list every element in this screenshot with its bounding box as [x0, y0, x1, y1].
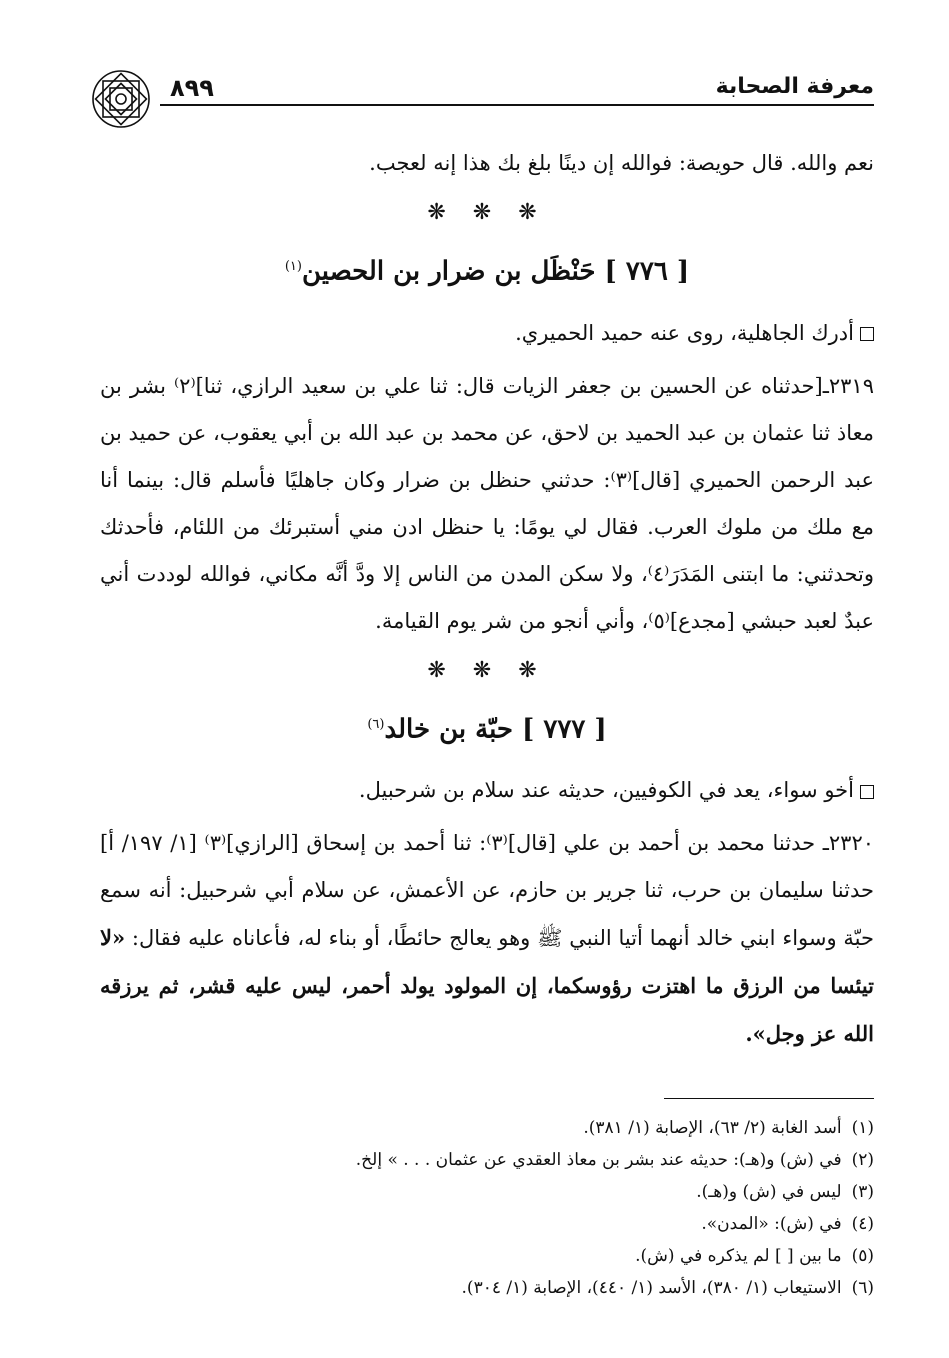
star-ornament-icon [90, 68, 152, 130]
hadith-2320 [100, 820, 874, 1058]
hadith-2320-quote: «لا تيئسا من الرزق ما اهتزت رؤوسكما، إن المولود يولد أحمر، ليس عليه قشر، ثم يرزقه الله عز وجل». [100, 925, 874, 1047]
footnote-4 [100, 1208, 874, 1240]
entry-776-heading [100, 239, 874, 300]
section-separator: ❋ ❋ ❋ [427, 657, 547, 683]
footnote-number: (٤) [851, 1214, 874, 1234]
footnote-list [100, 1112, 874, 1304]
footnote-number: (١) [851, 1118, 874, 1138]
square-marker-icon [860, 327, 874, 341]
footnote-text: الاستيعاب (١/ ٣٨٠)، الأسد (١/ ٤٤٠)، الإصابة (١/ ٣٠٤). [461, 1278, 842, 1298]
footnote-text: ما بين [ ] لم يذكره في (ش). [635, 1246, 842, 1266]
footnote-number: (٦) [851, 1278, 874, 1298]
footnote-text: في (ش) و(هـ): حديثه عند بشر بن معاذ العقدي عن عثمان . . . » إلخ. [355, 1150, 842, 1170]
entry-777-footnote-ref: (٦) [367, 716, 385, 732]
entry-776-title: [ ٧٧٦ ] حَنْظَل بن ضرار بن الحصين [301, 256, 690, 287]
footnote-2 [100, 1144, 874, 1176]
header-rule [160, 104, 874, 106]
entry-776-footnote-ref: (١) [284, 259, 302, 274]
footnote-text: ليس في (ش) و(هـ). [696, 1182, 842, 1202]
entry-777-bio-text: أخو سواء، يعد في الكوفيين، حديثه عند سلام بن شرحبيل. [358, 778, 854, 803]
footnote-6 [100, 1272, 874, 1304]
page-header [100, 70, 874, 110]
footnote-1 [100, 1112, 874, 1144]
hadith-2319: ٢٣١٩ـ[حدثناه عن الحسين بن جعفر الزيات قال: ثنا علي بن سعيد الرازي، ثنا]⁽٢⁾ بشر بن معاذ ثنا عثمان بن عبد الحميد بن لاحق، عن محمد بن عبد الله بن أبي يعقوب، عن حميد بن عبد الرحمن الحميري [قال]⁽٣⁾: حدثني حنظل بن ضرار وكان جاهليًا فأسلم قال: بينما أنا مع ملك من ملوك العرب. فقال لي يومًا: يا حنظل ادن مني أستبرئك من اللئام، فأحدثك وتحدثني: ما ابتنى المَدَرَ⁽٤⁾، ولا سكن المدن من الناس إلا ودَّ أنَّه مكاني، فوالله لوددت أني عبدٌ لعبد حبشي [مجدع]⁽٥⁾، وأني أنجو من شر يوم القيامة. [100, 373, 874, 633]
footnote-number: (٢) [851, 1150, 874, 1170]
page-number: ٨٩٩ [170, 74, 214, 102]
entry-777-bio [100, 767, 874, 814]
entry-776-bio-text: أدرك الجاهلية، روى عنه حميد الحميري. [515, 320, 854, 345]
footnote-text: أسد الغابة (٢/ ٦٣)، الإصابة (١/ ٣٨١). [583, 1118, 842, 1138]
footnote-number: (٣) [851, 1182, 874, 1202]
hadith-2320-text: ٢٣٢٠ـ حدثنا محمد بن أحمد بن علي [قال]⁽٣⁾: ثنا أحمد بن إسحاق [الرازي]⁽٣⁾ [١/ ١٩٧/ أ] حدثنا سليمان بن حرب، ثنا جرير بن حازم، عن الأعمش، عن سلام أبي شرحبيل: أنه سمع حبّة وسواء ابني خالد أنهما أتيا النبي ﷺ وهو يعالج حائطًا، أو بناء له، فأعاناه عليه فقال: [100, 831, 875, 951]
entry-777-title: [ ٧٧٧ ] حبّة بن خالد [384, 714, 607, 745]
square-marker-icon [860, 785, 874, 799]
footnote-number: (٥) [851, 1246, 874, 1266]
footnote-rule [664, 1098, 874, 1099]
section-separator: ❋ ❋ ❋ [427, 200, 547, 225]
intro-line: نعم والله. قال حويصة: فوالله إن دينًا بلغ بك هذا إنه لعجب. [369, 151, 874, 175]
entry-777-heading [100, 697, 874, 758]
running-title: معرفة الصحابة [715, 74, 874, 99]
footnote-5 [100, 1240, 874, 1272]
main-text [100, 140, 874, 1058]
footnote-text: في (ش): «المدن». [701, 1214, 842, 1234]
footnote-3 [100, 1176, 874, 1208]
entry-776-bio [100, 310, 874, 357]
